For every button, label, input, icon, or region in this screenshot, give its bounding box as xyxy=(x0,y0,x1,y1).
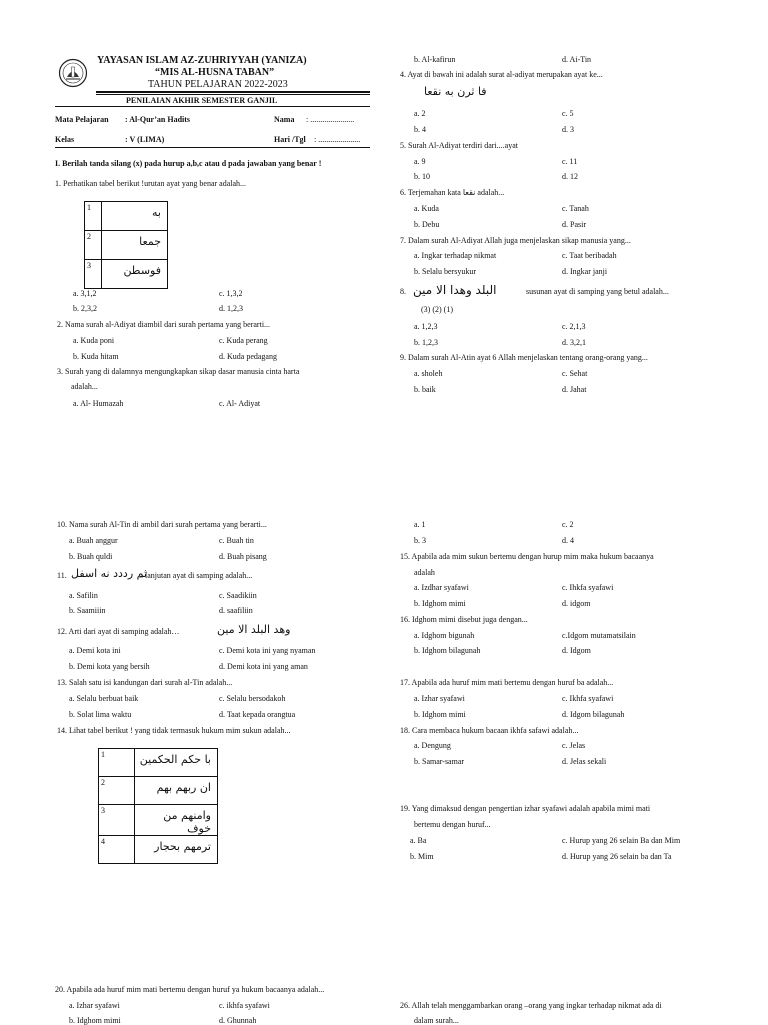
option-a[interactable]: a. 2 xyxy=(414,109,426,118)
option-c[interactable]: c. Buah tin xyxy=(219,536,254,545)
option-b[interactable]: b. Mim xyxy=(410,852,434,861)
option-c[interactable]: c. Taat beribadah xyxy=(562,251,617,260)
question-3-cont: adalah... xyxy=(71,382,98,391)
exam-title: PENILAIAN AKHIR SEMESTER GANJIL xyxy=(126,96,278,105)
option-d[interactable]: d. 1,2,3 xyxy=(219,304,243,313)
date-label: Hari /Tgl xyxy=(274,135,306,144)
table-cell-number: 3 xyxy=(85,260,102,289)
option-d[interactable]: d. Ai-Tin xyxy=(562,55,592,64)
subject-value: : Al-Qur’an Hadits xyxy=(125,115,191,124)
option-c[interactable]: c. Al- Adiyat xyxy=(219,399,261,408)
option-a[interactable]: a. Selalu berbuat baik xyxy=(69,694,139,703)
option-c[interactable]: c. Sehat xyxy=(562,369,588,378)
header-rule-bottom xyxy=(96,94,370,95)
option-a[interactable]: a. Ba xyxy=(410,836,427,845)
q6-prefix: 6. Terjemahan kata xyxy=(400,188,461,197)
option-c[interactable]: c.Idgom mutamatsilain xyxy=(562,631,636,640)
question-13: 13. Salah satu isi kandungan dari surah al-Tin adalah... xyxy=(57,678,233,687)
q11-arabic-verse: ثم رددد نه اسفل xyxy=(71,567,148,580)
school-year: TAHUN PELAJARAN 2022-2023 xyxy=(148,79,288,90)
option-b[interactable]: b. Demi kota yang bersih xyxy=(69,662,150,671)
option-c[interactable]: c. 1,3,2 xyxy=(219,289,243,298)
question-15: 15. Apabila ada mim sukun bertemu dengan hurup mim maka hukum bacaanya xyxy=(400,552,654,561)
class-value: : V (LIMA) xyxy=(125,135,165,144)
subject-label: Mata Pelajaran xyxy=(55,115,109,124)
option-a[interactable]: a. Kuda xyxy=(414,204,439,213)
table-cell-verse: جمعا xyxy=(102,231,168,260)
option-d[interactable]: d. Buah pisang xyxy=(219,552,267,561)
question-8-number: 8. xyxy=(400,287,406,296)
header-rule-top xyxy=(96,91,370,93)
option-a[interactable]: a. Izhar syafawi xyxy=(69,1001,120,1010)
question-26-cont: dalam surah... xyxy=(414,1016,459,1025)
option-c[interactable]: c. Hurup yang 26 selain Ba dan Mim xyxy=(562,836,681,845)
option-c[interactable]: c. 5 xyxy=(562,109,574,118)
table-cell-number: 4 xyxy=(99,836,135,864)
question-1: 1. Perhatikan tabel berikut !urutan ayat yang benar adalah... xyxy=(55,179,247,188)
option-b[interactable]: b. 2,3,2 xyxy=(73,304,97,313)
option-b[interactable]: b. 10 xyxy=(414,172,430,181)
option-d[interactable]: d. Idgom xyxy=(562,646,591,655)
q6-arabic-word: نقعا xyxy=(462,188,476,197)
option-a[interactable]: a. sholeh xyxy=(414,369,443,378)
option-d[interactable]: d. 4 xyxy=(562,536,574,545)
table-cell-number: 1 xyxy=(99,749,135,777)
q8-order-marks: (3) (2) (1) xyxy=(421,305,453,314)
question-11: ... lanjutan ayat di samping adalah... xyxy=(137,571,253,580)
option-d[interactable]: d. Pasir xyxy=(562,220,586,229)
option-a[interactable]: a. Al- Humazah xyxy=(73,399,124,408)
table-cell-number: 2 xyxy=(99,777,135,805)
question-16: 16. Idghom mimi disebut juga dengan... xyxy=(400,615,528,624)
q12-arabic-verse: وهد البلد الا مين xyxy=(217,623,291,636)
table-cell-verse: ان ربهم بهم xyxy=(135,777,218,805)
option-b[interactable]: b. Saamiiin xyxy=(69,606,106,615)
question-26: 26. Allah telah menggambarkan orang –orang yang ingkar terhadap nikmat ada di xyxy=(400,1001,662,1010)
table-row xyxy=(85,260,168,289)
option-c[interactable]: c. Kuda perang xyxy=(219,336,268,345)
option-c[interactable]: c. Ikhfa syafawi xyxy=(562,694,614,703)
option-b[interactable]: b. Idghom mimi xyxy=(414,599,466,608)
date-field[interactable]: : ..................... xyxy=(314,135,361,144)
question-6 xyxy=(400,189,504,197)
option-b[interactable]: b. Kuda hitam xyxy=(73,352,119,361)
q4-arabic-verse: فا ثرن به نقعا xyxy=(424,85,487,98)
table-cell-number: 2 xyxy=(85,231,102,260)
school-name: “MIS AL-HUSNA TABAN” xyxy=(155,67,275,78)
table-row xyxy=(85,202,168,231)
option-b[interactable]: b. Solat lima waktu xyxy=(69,710,132,719)
option-a[interactable]: a. Dengung xyxy=(414,741,451,750)
foundation-name: YAYASAN ISLAM AZ-ZUHRIYYAH (YANIZA) xyxy=(97,55,307,66)
question-9: 9. Dalam surah Al-Atin ayat 6 Allah menjelaskan tentang orang-orang yang... xyxy=(400,353,648,362)
option-a[interactable]: a. Kuda poni xyxy=(73,336,115,345)
option-d[interactable]: d. Idgom bilagunah xyxy=(562,710,625,719)
question-3: 3. Surah yang di dalamnya mengungkapkan sikap dasar manusia cinta harta xyxy=(57,367,300,376)
question-12: 12. Arti dari ayat di samping adalah… xyxy=(57,627,180,636)
option-b[interactable]: b. 1,2,3 xyxy=(414,338,438,347)
school-emblem-icon xyxy=(58,58,88,88)
option-a[interactable]: a. Safilin xyxy=(69,591,98,600)
option-b[interactable]: b. Buah quldi xyxy=(69,552,113,561)
table-cell-verse: به xyxy=(102,202,168,231)
question-19: 19. Yang dimaksud dengan pengertian izhar syafawi adalah apabila mimi mati xyxy=(400,804,651,813)
instruction: I. Berilah tanda silang (x) pada hurup a,b,c atau d pada jawaban yang benar ! xyxy=(55,159,322,168)
option-b[interactable]: b. Idghom mimi xyxy=(414,710,466,719)
option-b[interactable]: b. Samar-samar xyxy=(414,757,465,766)
question-8: susunan ayat di samping yang betul adalah... xyxy=(526,287,669,296)
option-d[interactable]: d. saafiliin xyxy=(219,606,253,615)
option-b[interactable]: b. baik xyxy=(414,385,436,394)
question-2: 2. Nama surah al-Adiyat diambil dari surah pertama yang berarti... xyxy=(57,320,271,329)
school-logo xyxy=(58,58,88,88)
table-cell-number: 1 xyxy=(85,202,102,231)
option-a[interactable]: a. 1 xyxy=(414,520,426,529)
name-label: Nama xyxy=(274,115,295,124)
table-row xyxy=(99,805,218,836)
option-c[interactable]: c. Selalu bersodakoh xyxy=(219,694,286,703)
question-15-cont: adalah xyxy=(414,568,435,577)
option-d[interactable]: d. Jelas sekali xyxy=(562,757,607,766)
option-d[interactable]: d. 3 xyxy=(562,125,574,134)
question-4: 4. Ayat di bawah ini adalah surat al-adiyat merupakan ayat ke... xyxy=(400,70,603,79)
table-cell-number: 3 xyxy=(99,805,135,836)
question-20: 20. Apabila ada huruf mim mati bertemu dengan huruf ya hukum bacaanya adalah... xyxy=(55,985,325,994)
table-row xyxy=(99,836,218,864)
option-b[interactable]: b. 4 xyxy=(414,125,426,134)
table-cell-verse: فوسطن xyxy=(102,260,168,289)
option-d[interactable]: d. 12 xyxy=(562,172,578,181)
option-a[interactable]: a. Izhar syafawi xyxy=(414,694,465,703)
option-c[interactable]: c. Ihkfa syafawi xyxy=(562,583,614,592)
exam-title-rule xyxy=(55,106,370,107)
q1-verse-table xyxy=(84,201,168,289)
option-a[interactable]: a. 1,2,3 xyxy=(414,322,438,331)
option-c[interactable]: c. Demi kota ini yang nyaman xyxy=(219,646,316,655)
q6-suffix: adalah... xyxy=(477,188,505,197)
question-17: 17. Apabila ada huruf mim mati bertemu dengan huruf ba adalah... xyxy=(400,678,614,687)
question-14: 14. Lihat tabel berikut ! yang tidak termasuk hukum mim sukun adalah... xyxy=(57,726,291,735)
option-c[interactable]: c. 2,1,3 xyxy=(562,322,586,331)
option-d[interactable]: d. Kuda pedagang xyxy=(219,352,277,361)
name-field[interactable]: : ...................... xyxy=(306,115,355,124)
table-row xyxy=(85,231,168,260)
option-a[interactable]: a. Izdhar syafawi xyxy=(414,583,469,592)
option-a[interactable]: a. 9 xyxy=(414,157,426,166)
option-b[interactable]: b. 3 xyxy=(414,536,426,545)
option-c[interactable]: c. Tanah xyxy=(562,204,589,213)
table-cell-verse: وامنهم من خوف xyxy=(135,805,218,836)
q8-arabic-words: البلد وهدا الا مين xyxy=(413,283,497,297)
question-10: 10. Nama surah Al-Tin di ambil dari surah pertama yang berarti... xyxy=(57,520,267,529)
table-cell-verse: ترمهم بحجار xyxy=(135,836,218,864)
question-7: 7. Dalam surah Al-Adiyat Allah juga menjelaskan sikap manusia yang... xyxy=(400,236,631,245)
option-a[interactable]: a. Idghom bigunah xyxy=(414,631,475,640)
q14-verse-table xyxy=(98,748,218,864)
table-cell-verse: با حكم الحكمين xyxy=(135,749,218,777)
option-d[interactable]: d. 3,2,1 xyxy=(562,338,586,347)
option-b[interactable]: b. Debu xyxy=(414,220,440,229)
option-d[interactable]: d. idgom xyxy=(562,599,591,608)
option-a[interactable]: a. Ingkar terhadap nikmat xyxy=(414,251,497,260)
option-a[interactable]: a. Demi kota ini xyxy=(69,646,121,655)
option-d[interactable]: d. Hurup yang 26 selain ba dan Ta xyxy=(562,852,672,861)
question-18: 18. Cara membaca hukum bacaan ikhfa safawi adalah... xyxy=(400,726,579,735)
option-a[interactable]: a. 3,1,2 xyxy=(73,289,97,298)
option-c[interactable]: c. Jelas xyxy=(562,741,586,750)
option-a[interactable]: a. Buah anggur xyxy=(69,536,118,545)
option-b[interactable]: b. Idghom mimi xyxy=(69,1016,121,1025)
option-c[interactable]: c. Saadikiin xyxy=(219,591,257,600)
option-c[interactable]: c. 11 xyxy=(562,157,578,166)
option-b[interactable]: b. Idghom bilagunah xyxy=(414,646,481,655)
table-row xyxy=(99,777,218,805)
question-5: 5. Surah Al-Adiyat terdiri dari....ayat xyxy=(400,141,518,150)
meta-rule xyxy=(55,147,370,148)
table-row xyxy=(99,749,218,777)
option-c[interactable]: c. 2 xyxy=(562,520,574,529)
option-d[interactable]: d. Ghunnah xyxy=(219,1016,257,1025)
option-d[interactable]: d. Taat kepada orangtua xyxy=(219,710,296,719)
option-d[interactable]: d. Ingkar janji xyxy=(562,267,608,276)
option-b[interactable]: b. Selalu bersyukur xyxy=(414,267,476,276)
option-d[interactable]: d. Demi kota ini yang aman xyxy=(219,662,308,671)
class-label: Kelas xyxy=(55,135,75,144)
question-19-cont: bertemu dengan huruf... xyxy=(414,820,491,829)
option-b[interactable]: b. Al-kafirun xyxy=(414,55,456,64)
question-11-number: 11. xyxy=(57,571,67,580)
option-c[interactable]: c. ikhfa syafawi xyxy=(219,1001,270,1010)
option-d[interactable]: d. Jahat xyxy=(562,385,587,394)
